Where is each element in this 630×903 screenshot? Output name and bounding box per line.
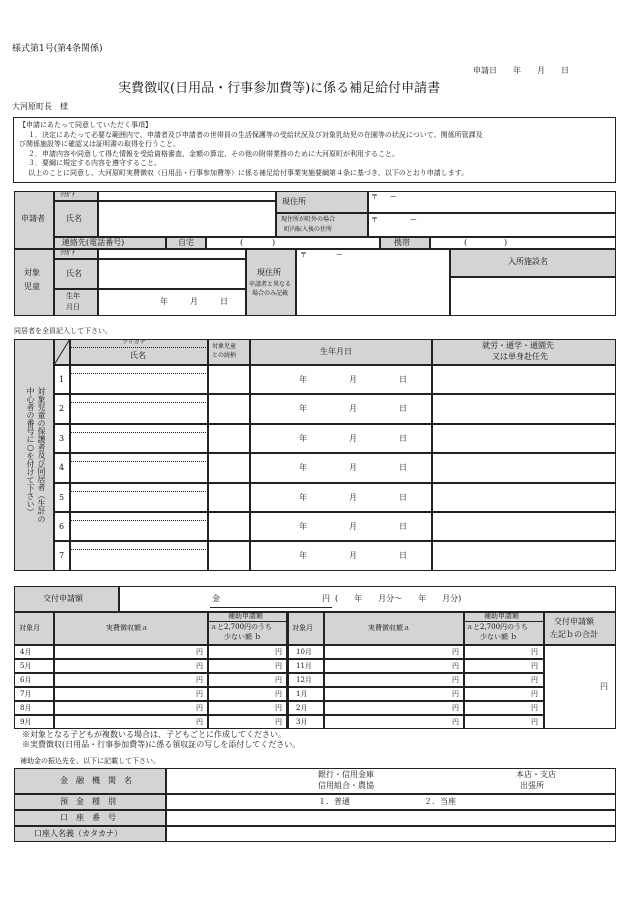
row-number[interactable]: 4	[59, 463, 65, 473]
yen-label: 円	[196, 718, 203, 726]
year-label: 年	[299, 463, 307, 473]
col-sub-right: ａと2,700円のうち	[466, 623, 529, 631]
yen-label: 円	[531, 690, 538, 698]
applicant-furigana-field[interactable]	[98, 191, 276, 201]
col-total-2: 左記ｂの合計	[550, 630, 598, 639]
yen-label: 円	[452, 676, 459, 684]
col-job: 就労・通学・通園先	[482, 341, 554, 350]
monthly-table	[14, 612, 616, 729]
applicant-name-label: 氏名	[66, 214, 82, 223]
child-furigana-field[interactable]	[98, 249, 246, 259]
bank-type: 銀行・信用金庫	[318, 770, 374, 779]
cohabitant-name-field[interactable]	[70, 394, 208, 423]
institution-label: 金 融 機 関 名	[60, 776, 132, 785]
col-month: 対象月	[19, 624, 40, 632]
actual-amount-field[interactable]	[324, 673, 464, 687]
postal-mark: 〒	[371, 216, 378, 224]
month-label: 10月	[296, 648, 312, 656]
child-address-note: 申請者と異なる	[249, 281, 292, 288]
facility-field[interactable]	[450, 277, 616, 316]
deposit-current[interactable]: ２．当座	[424, 797, 456, 806]
cohabitant-job-field[interactable]	[432, 453, 616, 482]
moving-address-label-2: 町内転入後の住所	[284, 226, 333, 233]
cohabitant-job-field[interactable]	[432, 512, 616, 541]
diagonal-line	[54, 339, 70, 365]
month-label: 11月	[296, 662, 312, 670]
year-label: 年	[299, 522, 307, 531]
child-section	[14, 249, 616, 316]
yen-label: 円	[275, 690, 282, 698]
paren: (	[240, 238, 244, 247]
col-relation-2: との続柄	[212, 352, 237, 359]
yen-label: 円	[531, 662, 538, 670]
row-number[interactable]: 6	[59, 522, 65, 531]
yen-label: 円	[275, 704, 282, 712]
cohabitant-relation-field[interactable]	[208, 453, 250, 482]
kin-label: 金	[212, 594, 220, 603]
paren: )	[272, 238, 276, 247]
cohabitant-name-field[interactable]	[70, 453, 208, 482]
col-name: 氏名	[130, 351, 146, 360]
cohabitant-instruction: 同居者を全員記入して下さい。	[14, 327, 112, 335]
child-label-2: 児童	[24, 282, 40, 291]
month-label: 月	[349, 433, 357, 443]
year-label: 年	[299, 492, 307, 502]
yen-label: 円	[452, 648, 459, 656]
applicant-label: 申請者	[21, 214, 45, 223]
col-sub: ａと2,700円のうち	[210, 623, 273, 631]
child-name-label: 氏名	[66, 269, 82, 278]
yen-label: 円	[452, 704, 459, 712]
deposit-type-label: 預 金 種 別	[60, 797, 116, 806]
actual-amount-field[interactable]	[324, 715, 464, 729]
month-label: 月	[349, 492, 357, 502]
yen-label: 円	[531, 704, 538, 712]
total-yen: 円	[600, 682, 608, 691]
actual-amount-field[interactable]	[324, 701, 464, 715]
month-label: 2月	[296, 704, 308, 712]
account-name-field[interactable]	[166, 826, 616, 842]
current-address-label: 現住所	[282, 197, 306, 206]
postal-mark: 〒	[300, 251, 307, 259]
cohabitant-relation-field[interactable]	[208, 394, 250, 423]
cohabitant-name-field[interactable]	[70, 512, 208, 541]
consent-line: 以上のことに同意し、大河原町実費徴収（日用品・行事参加費等）に係る補足給付事業実施要綱第４条に基づき、以下のとおり申請します。	[28, 169, 469, 177]
contact-label: 連絡先(電話番号)	[62, 238, 125, 247]
yen-label: 円	[196, 662, 203, 670]
bank-instruction: 補助金の振込先を、以下に記載して下さい。	[20, 757, 160, 765]
row-number[interactable]: 1	[59, 375, 65, 384]
yen-label: 円	[196, 704, 203, 712]
month-label: 12月	[296, 676, 312, 684]
day-label: 日	[399, 404, 407, 414]
yen-label: 円	[531, 676, 538, 684]
cohabitant-relation-field[interactable]	[208, 541, 250, 570]
consent-line: １．決定にあたって必要な範囲内で、申請者及び申請者の世帯員の生活保護等の受給状況及び対象乳幼児の在園等の状況について、関係所管課及	[28, 131, 483, 139]
yen-label: 円	[196, 648, 203, 656]
year-label: 年	[299, 551, 307, 561]
grant-label: 交付申請額	[43, 594, 83, 603]
paren: (	[464, 238, 468, 247]
cohabitant-relation-field[interactable]	[208, 483, 250, 512]
postal-mark: 〒	[371, 193, 378, 201]
row-number[interactable]: 5	[59, 492, 65, 502]
cohabitant-name-field[interactable]	[70, 424, 208, 453]
month-label: 6月	[20, 676, 32, 684]
child-label: 対象	[24, 268, 40, 277]
cohabitant-table	[14, 339, 616, 571]
child-furigana-label: ﾌﾘｶﾞﾅ	[60, 250, 76, 257]
col-total: 交付申請額	[554, 617, 594, 626]
yen-label: 円	[196, 676, 203, 684]
actual-amount-field[interactable]	[324, 687, 464, 701]
bank-table	[14, 768, 616, 842]
col-sub-title-right: 補助申請額	[484, 612, 519, 620]
grant-period: ( 年 月分～ 年 月分)	[335, 594, 462, 603]
paren: )	[504, 238, 508, 247]
deposit-type-field[interactable]	[166, 794, 616, 810]
col-month-right: 対象月	[292, 624, 313, 632]
application-date[interactable]: 申請日 年 月 日	[473, 66, 569, 75]
cohabitant-side-label: 対象児童の保護者及び同居者（生計の中心者の番号に○を付けて下さい）	[26, 387, 46, 523]
applicant-section	[14, 191, 616, 249]
child-address-label: 現住所	[257, 268, 281, 277]
account-name-label: 口座人名義（カタカナ）	[34, 829, 122, 838]
year-label: 年	[299, 404, 307, 414]
branch-type-2: 出張所	[520, 781, 544, 790]
child-birth-label: 生年	[66, 292, 80, 300]
year-label: 年	[299, 433, 307, 443]
yen-label: 円	[275, 648, 282, 656]
applicant-furigana-label: ﾌﾘｶﾞﾅ	[60, 192, 76, 199]
mobile-phone-label: 携帯	[394, 238, 410, 247]
consent-line: ２．申請内容や同意して得た情報を受給資格審査、金額の算定、その他の附帯業務のために大河原町が利用すること。	[28, 150, 399, 158]
bank-type-2: 信用組合・農協	[318, 781, 374, 790]
page-title: 実費徴収(日用品・行事参加費等)に係る補足給付申請書	[118, 81, 441, 96]
month-label: 月	[349, 463, 357, 473]
day-label: 日	[399, 492, 407, 502]
month-label: 7月	[20, 690, 32, 698]
deposit-ordinary[interactable]: １．普通	[318, 797, 350, 806]
cohabitant-job-field[interactable]	[432, 541, 616, 570]
month-label: 月	[349, 375, 357, 384]
year-label: 年	[160, 297, 168, 306]
cohabitant-job-field[interactable]	[432, 424, 616, 453]
cohabitant-relation-field[interactable]	[208, 424, 250, 453]
cohabitant-name-field[interactable]	[70, 365, 208, 394]
note: ※対象となる子どもが複数いる場合は、子どもごとに作成してください。	[22, 730, 286, 739]
col-sub-title: 補助申請額	[228, 612, 263, 620]
month-label: 4月	[20, 648, 32, 656]
day-label: 日	[399, 463, 407, 473]
day-label: 日	[220, 297, 228, 306]
actual-amount-field[interactable]	[54, 673, 208, 687]
col-birth: 生年月日	[320, 347, 352, 356]
applicant-address-field[interactable]	[368, 191, 616, 213]
col-actual: 実費徴収額ａ	[106, 624, 148, 632]
facility-label: 入所施設名	[508, 257, 548, 266]
month-label: 8月	[20, 704, 32, 712]
yen-label: 円	[275, 718, 282, 726]
grant-amount-row	[14, 586, 616, 612]
yen-label: 円	[531, 648, 538, 656]
month-label: 3月	[296, 718, 308, 726]
applicant-name-field[interactable]	[98, 201, 276, 237]
child-address-note-2: 場合のみ記載	[252, 290, 289, 297]
yen-label: 円	[452, 662, 459, 670]
yen-label: 円	[322, 594, 330, 603]
note-2: ※実費徴収(日用品・行事参加費等)に係る領収証の写しを添付してください。	[22, 740, 301, 749]
day-label: 日	[399, 433, 407, 443]
yen-label: 円	[452, 718, 459, 726]
moving-address-field[interactable]	[368, 213, 616, 237]
month-label: 月	[349, 404, 357, 414]
account-number-label: 口 座 番 号	[60, 813, 116, 822]
actual-amount-field[interactable]	[324, 659, 464, 673]
row-number[interactable]: 2	[59, 404, 65, 414]
actual-amount-field[interactable]	[54, 659, 208, 673]
cohabitant-job-field[interactable]	[432, 483, 616, 512]
cohabitant-job-field[interactable]	[432, 394, 616, 423]
branch-type: 本店・支店	[516, 770, 556, 779]
day-label: 日	[399, 551, 407, 561]
month-label: 1月	[296, 690, 308, 698]
yen-label: 円	[452, 690, 459, 698]
actual-amount-field[interactable]	[54, 687, 208, 701]
consent-box	[13, 117, 616, 183]
account-number-field[interactable]	[166, 810, 616, 826]
child-address-field[interactable]	[296, 249, 450, 316]
col-furigana: フリガナ	[122, 339, 146, 346]
actual-amount-field[interactable]	[54, 701, 208, 715]
yen-label: 円	[275, 662, 282, 670]
month-label: 5月	[20, 662, 32, 670]
month-label: 月	[190, 297, 198, 306]
col-sub-2: 少ない額 ｂ	[224, 633, 262, 641]
month-label: 月	[349, 522, 357, 531]
col-relation: 対象児童	[212, 343, 237, 350]
actual-amount-field[interactable]	[324, 645, 464, 659]
yen-label: 円	[275, 676, 282, 684]
home-phone-label: 自宅	[178, 238, 194, 247]
mobile-phone-field[interactable]	[430, 237, 616, 249]
year-label: 年	[299, 375, 307, 384]
cohabitant-name-field[interactable]	[70, 541, 208, 570]
home-phone-field[interactable]	[206, 237, 380, 249]
cohabitant-job-field[interactable]	[432, 365, 616, 394]
actual-amount-field[interactable]	[54, 645, 208, 659]
consent-heading: 【申請にあたって同意していただく事項】	[19, 121, 152, 129]
cohabitant-relation-field[interactable]	[208, 365, 250, 394]
yen-label: 円	[196, 690, 203, 698]
form-number: 様式第1号(第4条関係)	[12, 44, 103, 54]
addressee: 大河原町長 様	[12, 102, 68, 111]
child-name-field[interactable]	[98, 259, 246, 289]
actual-amount-field[interactable]	[54, 715, 208, 729]
cohabitant-relation-field[interactable]	[208, 512, 250, 541]
consent-line: ３．要綱に規定する内容を遵守すること。	[28, 159, 161, 167]
yen-label: 円	[531, 718, 538, 726]
month-label: 月	[349, 551, 357, 561]
row-number[interactable]: 3	[59, 433, 65, 443]
month-label: 9月	[20, 718, 32, 726]
postal-dash: ー	[390, 193, 397, 201]
col-job-2: 又は単身赴任先	[492, 352, 548, 361]
day-label: 日	[399, 375, 407, 384]
row-number[interactable]: 7	[59, 551, 65, 561]
postal-dash: ー	[336, 251, 343, 259]
day-label: 日	[399, 522, 407, 531]
child-birth-label-2: 月日	[66, 303, 80, 311]
moving-address-label: 現住所が町外の場合	[281, 216, 336, 223]
consent-line: び関係施設等に確認又は証明書の取得を行うこと。	[19, 140, 180, 148]
col-sub-right-2: 少ない額 ｂ	[480, 633, 518, 641]
cohabitant-name-field[interactable]	[70, 483, 208, 512]
col-actual-right: 実費徴収額ａ	[368, 624, 410, 632]
postal-dash: ー	[410, 216, 417, 224]
